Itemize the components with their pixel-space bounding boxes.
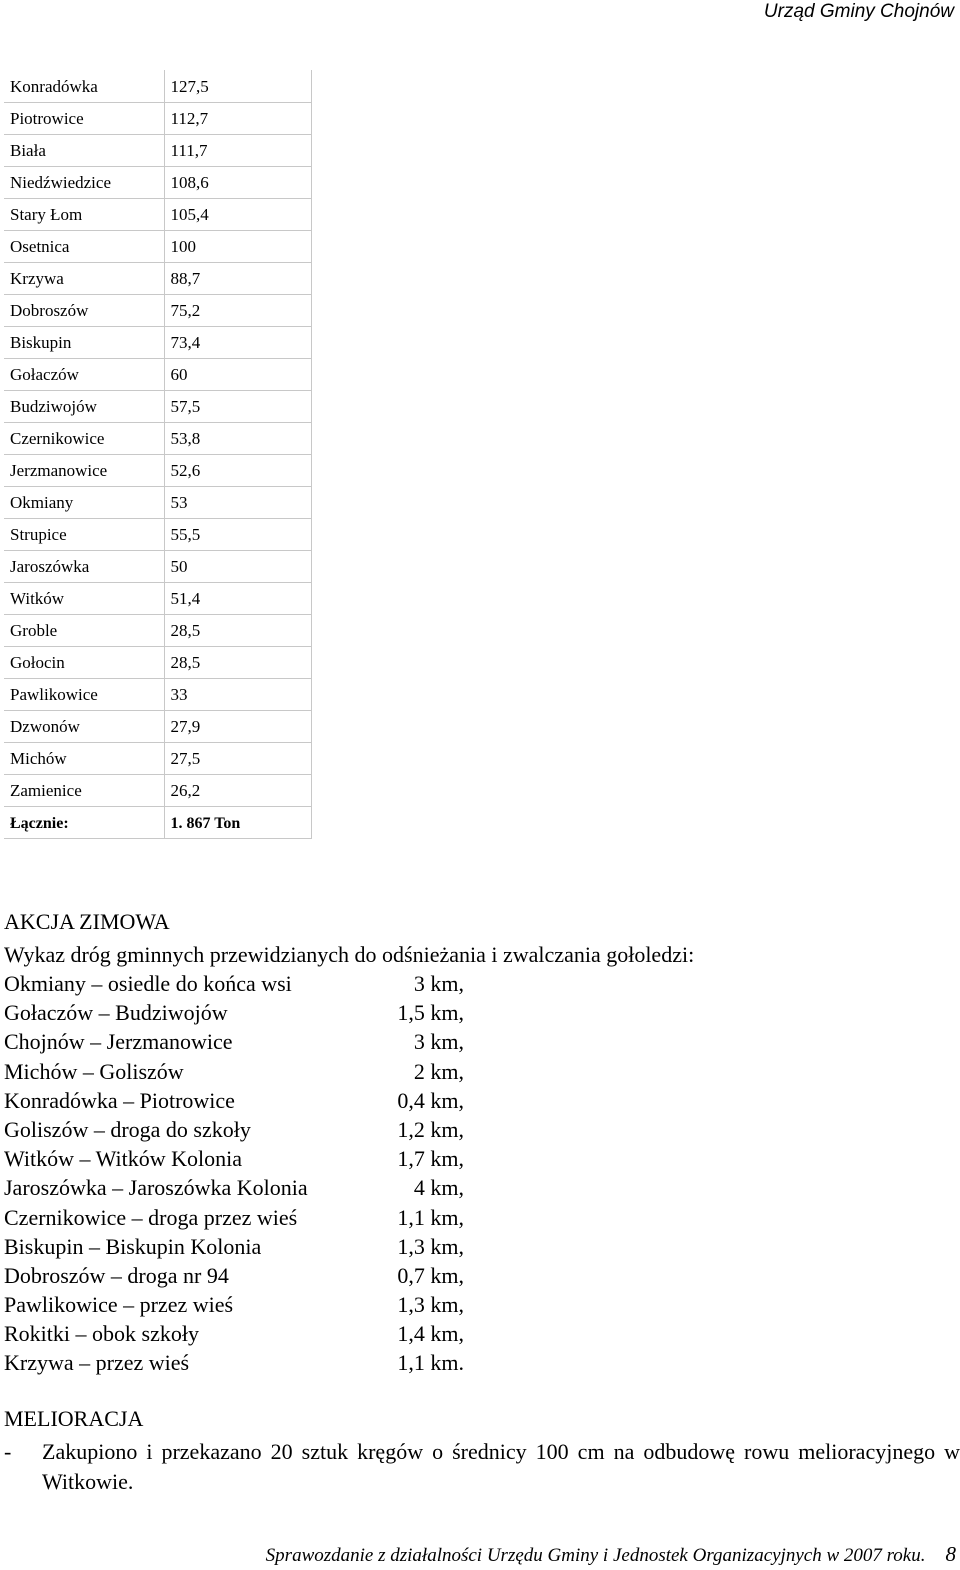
village-name-cell: Michów (4, 742, 164, 774)
akcja-zimowa-heading: AKCJA ZIMOWA (4, 909, 170, 934)
village-name-cell: Zamienice (4, 774, 164, 806)
melioracja-text: Zakupiono i przekazano 20 sztuk kręgów o średnicy 100 cm na odbudowę rowu melioracyjnego w Witkowie. (42, 1439, 960, 1494)
village-name-cell: Okmiany (4, 486, 164, 518)
roads-list (4, 969, 464, 1378)
table-row (4, 390, 311, 422)
road-row (4, 1348, 464, 1377)
table-row (4, 70, 311, 102)
village-name-cell: Biskupin (4, 326, 164, 358)
tonnage-value-cell: 33 (164, 678, 311, 710)
road-route: Michów – Goliszów (4, 1058, 184, 1084)
table-row (4, 710, 311, 742)
table-row (4, 262, 311, 294)
tonnage-value-cell: 108,6 (164, 166, 311, 198)
road-length: 4 km, (413, 1175, 464, 1201)
tonnage-value-cell: 73,4 (164, 326, 311, 358)
table-row (4, 774, 311, 806)
tonnage-value-cell: 51,4 (164, 582, 311, 614)
page-footer (266, 1540, 956, 1568)
road-length: 1,1 km. (397, 1350, 464, 1376)
road-length: 1,2 km, (397, 1116, 464, 1142)
tonnage-value-cell: 105,4 (164, 198, 311, 230)
table-total-row (4, 806, 311, 838)
road-length: 1,7 km, (397, 1146, 464, 1172)
table-row (4, 742, 311, 774)
village-name-cell: Groble (4, 614, 164, 646)
table-row (4, 326, 311, 358)
tonnage-value-cell: 26,2 (164, 774, 311, 806)
road-length: 1,3 km, (397, 1233, 464, 1259)
village-name-cell: Gołocin (4, 646, 164, 678)
table-row (4, 358, 311, 390)
table-row (4, 614, 311, 646)
road-length: 1,5 km, (397, 1000, 464, 1026)
footer-text: Sprawozdanie z działalności Urzędu Gminy i Jednostek Organizacyjnych w 2007 roku. (265, 1545, 926, 1566)
road-row (4, 1057, 464, 1086)
village-name-cell: Dzwonów (4, 710, 164, 742)
road-length: 2 km, (413, 1058, 464, 1084)
table-row (4, 422, 311, 454)
road-route: Rokitki – obok szkoły (4, 1321, 199, 1347)
road-route: Goliszów – droga do szkoły (4, 1116, 251, 1142)
village-name-cell: Konradówka (4, 70, 164, 102)
tonnage-table (4, 70, 312, 839)
road-row (4, 1319, 464, 1348)
road-row (4, 1115, 464, 1144)
road-row (4, 1261, 464, 1290)
road-route: Pawlikowice – przez wieś (4, 1292, 234, 1318)
road-route: Dobroszów – droga nr 94 (4, 1262, 229, 1288)
road-length: 0,4 km, (397, 1087, 464, 1113)
road-length: 3 km, (413, 971, 464, 996)
road-length: 0,7 km, (397, 1262, 464, 1288)
page-header: Urząd Gminy Chojnów (763, 1, 954, 22)
village-name-cell: Stary Łom (4, 198, 164, 230)
total-value: 1. 867 Ton (164, 806, 311, 838)
road-row (4, 1232, 464, 1261)
tonnage-value-cell: 55,5 (164, 518, 311, 550)
road-row (4, 998, 464, 1027)
road-row (4, 1086, 464, 1115)
village-name-cell: Jaroszówka (4, 550, 164, 582)
page-number: 8 (945, 1542, 956, 1566)
total-label: Łącznie: (4, 806, 164, 838)
road-row (4, 1290, 464, 1319)
tonnage-value-cell: 111,7 (164, 134, 311, 166)
tonnage-value-cell: 53,8 (164, 422, 311, 454)
village-name-cell: Osetnica (4, 230, 164, 262)
road-route: Biskupin – Biskupin Kolonia (4, 1233, 262, 1259)
village-name-cell: Piotrowice (4, 102, 164, 134)
table-row (4, 230, 311, 262)
tonnage-value-cell: 28,5 (164, 614, 311, 646)
road-row (4, 1203, 464, 1232)
melioracja-heading: MELIORACJA (4, 1406, 144, 1431)
road-row (4, 1144, 464, 1173)
road-route: Jaroszówka – Jaroszówka Kolonia (4, 1175, 308, 1201)
village-name-cell: Pawlikowice (4, 678, 164, 710)
village-name-cell: Budziwojów (4, 390, 164, 422)
road-length: 1,1 km, (397, 1204, 464, 1230)
tonnage-value-cell: 53 (164, 486, 311, 518)
village-name-cell: Krzywa (4, 262, 164, 294)
road-route: Okmiany – osiedle do końca wsi (4, 971, 292, 996)
tonnage-value-cell: 127,5 (164, 70, 311, 102)
village-name-cell: Strupice (4, 518, 164, 550)
table-row (4, 550, 311, 582)
table-row (4, 518, 311, 550)
road-route: Konradówka – Piotrowice (4, 1087, 235, 1113)
tonnage-value-cell: 100 (164, 230, 311, 262)
table-row (4, 678, 311, 710)
roads-intro: Wykaz dróg gminnych przewidzianych do odśnieżania i zwalczania gołoledzi: (4, 942, 695, 967)
village-name-cell: Jerzmanowice (4, 454, 164, 486)
road-route: Gołaczów – Budziwojów (4, 1000, 228, 1026)
bullet-dash: - (4, 1439, 12, 1464)
road-route: Chojnów – Jerzmanowice (4, 1029, 233, 1055)
road-row (4, 1173, 464, 1202)
table-row (4, 646, 311, 678)
tonnage-value-cell: 88,7 (164, 262, 311, 294)
table-row (4, 294, 311, 326)
road-length: 3 km, (413, 1029, 464, 1055)
village-name-cell: Gołaczów (4, 358, 164, 390)
village-name-cell: Niedźwiedzice (4, 166, 164, 198)
road-length: 1,4 km, (397, 1321, 464, 1347)
table-row (4, 486, 311, 518)
table-row (4, 134, 311, 166)
road-row (4, 969, 464, 998)
tonnage-value-cell: 27,5 (164, 742, 311, 774)
tonnage-value-cell: 112,7 (164, 102, 311, 134)
tonnage-value-cell: 28,5 (164, 646, 311, 678)
village-name-cell: Czernikowice (4, 422, 164, 454)
table-row (4, 454, 311, 486)
tonnage-value-cell: 75,2 (164, 294, 311, 326)
village-name-cell: Dobroszów (4, 294, 164, 326)
tonnage-value-cell: 57,5 (164, 390, 311, 422)
table-row (4, 166, 311, 198)
road-route: Krzywa – przez wieś (4, 1350, 190, 1376)
tonnage-value-cell: 27,9 (164, 710, 311, 742)
tonnage-value-cell: 50 (164, 550, 311, 582)
tonnage-value-cell: 60 (164, 358, 311, 390)
table-row (4, 102, 311, 134)
village-name-cell: Biała (4, 134, 164, 166)
village-name-cell: Witków (4, 582, 164, 614)
table-row (4, 582, 311, 614)
road-row (4, 1027, 464, 1056)
table-body (4, 70, 311, 838)
table-row (4, 198, 311, 230)
melioracja-item (4, 1437, 960, 1497)
road-length: 1,3 km, (397, 1292, 464, 1318)
tonnage-value-cell: 52,6 (164, 454, 311, 486)
road-route: Witków – Witków Kolonia (4, 1146, 242, 1172)
road-route: Czernikowice – droga przez wieś (4, 1204, 298, 1230)
